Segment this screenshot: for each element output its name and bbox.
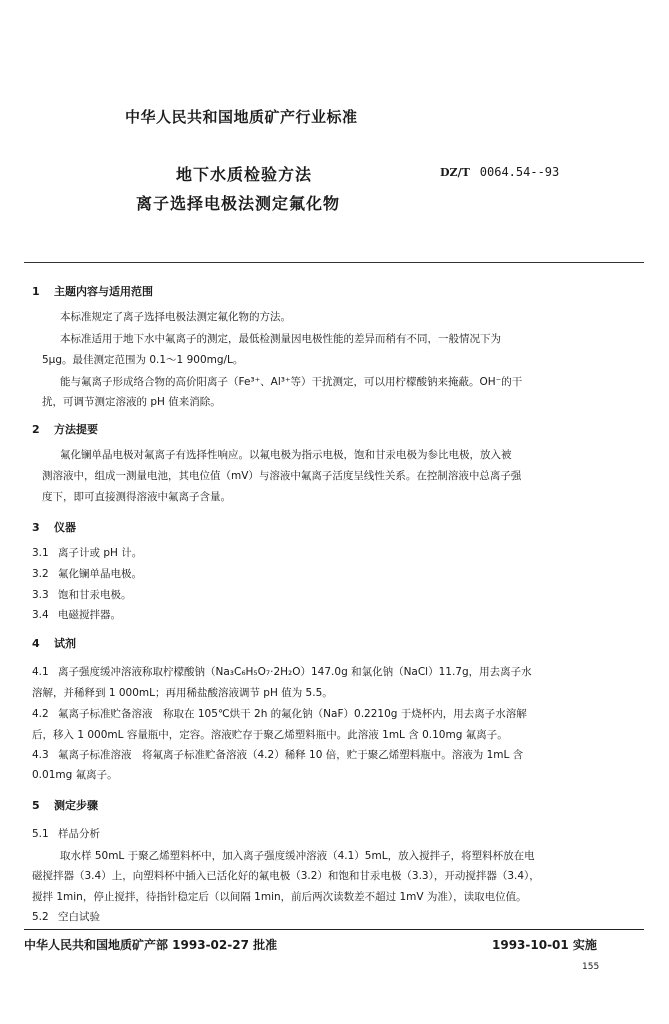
section-2-heading: 2 方法提要 <box>32 423 98 436</box>
clause-continuation: 溶解，并稀释到 1 000mL；再用稀盐酸溶液调节 pH 值为 5.5。 <box>32 687 333 699</box>
section-5-heading: 5 测定步骤 <box>32 799 98 812</box>
paragraph-continuation: 度下，即可直接测得溶液中氟离子含量。 <box>42 491 231 503</box>
section-1-heading: 1 主题内容与适用范围 <box>32 285 153 298</box>
subsection-5-1-heading: 5.1 样品分析 <box>32 828 100 840</box>
clause-4-3: 4.3 氟离子标准溶液 将氟离子标准贮备溶液（4.2）稀释 10 倍，贮于聚乙烯塑料瓶中。溶液为 1mL 含 <box>32 749 524 761</box>
document-header: 中华人民共和国地质矿产行业标准 <box>125 108 358 126</box>
list-item: 3.4 电磁搅拌器。 <box>32 609 121 621</box>
clause-continuation: 0.01mg 氟离子。 <box>32 769 118 781</box>
title-line-2: 离子选择电极法测定氟化物 <box>136 194 341 213</box>
paragraph: 本标准规定了离子选择电极法测定氟化物的方法。 <box>60 311 291 323</box>
clause-4-2: 4.2 氟离子标准贮备溶液 称取在 105℃烘干 2h 的氟化钠（NaF）0.2210g 于烧杯内，用去离子水溶解 <box>32 708 527 720</box>
paragraph: 氟化镧单晶电极对氟离子有选择性响应。以氟电极为指示电极，饱和甘汞电极为参比电极，放入被 <box>60 449 512 461</box>
paragraph-continuation: 测溶液中，组成一测量电池，其电位值（mV）与溶液中氟离子活度呈线性关系。在控制溶液中总离子强 <box>42 470 522 482</box>
paragraph: 本标准适用于地下水中氟离子的测定，最低检测量因电极性能的差异而稍有不同，一般情况下为 <box>60 333 501 345</box>
paragraph: 能与氟离子形成络合物的高价阳离子（Fe³⁺、Al³⁺等）干扰测定，可以用柠檬酸钠来掩蔽。OH⁻的干 <box>60 376 523 388</box>
standard-code <box>440 165 559 179</box>
top-divider <box>24 262 644 263</box>
paragraph: 取水样 50mL 于聚乙烯塑料杯中，加入离子强度缓冲溶液（4.1）5mL，放入搅拌子，将塑料杯放在电 <box>60 850 535 862</box>
list-item: 3.1 离子计或 pH 计。 <box>32 547 143 559</box>
approval-note: 中华人民共和国地质矿产部 1993-02-27 批准 <box>24 938 278 952</box>
title-line-1: 地下水质检验方法 <box>176 165 313 184</box>
clause-4-1: 4.1 离子强度缓冲溶液称取柠檬酸钠（Na₃C₆H₅O₇·2H₂O）147.0g 和氯化钠（NaCl）11.7g，用去离子水 <box>32 666 532 678</box>
paragraph-continuation: 搅拌 1min，停止搅拌，待指针稳定后（以间隔 1min，前后两次读数差不超过 1mV 为准），读取电位值。 <box>32 891 527 903</box>
paragraph-continuation: 扰，可调节测定溶液的 pH 值来消除。 <box>42 396 221 408</box>
clause-continuation: 后，移入 1 000mL 容量瓶中，定容。溶液贮存于聚乙烯塑料瓶中。此溶液 1mL 含 0.10mg 氟离子。 <box>32 729 508 741</box>
subsection-5-2-heading: 5.2 空白试验 <box>32 911 100 923</box>
section-3-heading: 3 仪器 <box>32 521 76 534</box>
bottom-divider <box>24 929 644 930</box>
standard-number: 0064.54--93 <box>479 165 560 179</box>
implementation-date: 1993-10-01 实施 <box>492 938 597 952</box>
paragraph-continuation: 磁搅拌器（3.4）上，向塑料杯中插入已活化好的氟电极（3.2）和饱和甘汞电极（3.3），开动搅拌器（3.4）， <box>32 870 540 882</box>
page-number: 155 <box>582 962 600 972</box>
list-item: 3.3 饱和甘汞电极。 <box>32 589 132 601</box>
paragraph-continuation: 5μg。最佳测定范围为 0.1～1 900mg/L。 <box>42 354 244 366</box>
list-item: 3.2 氟化镧单晶电极。 <box>32 568 142 580</box>
standard-prefix: DZ/T <box>440 166 470 179</box>
section-4-heading: 4 试剂 <box>32 637 76 650</box>
